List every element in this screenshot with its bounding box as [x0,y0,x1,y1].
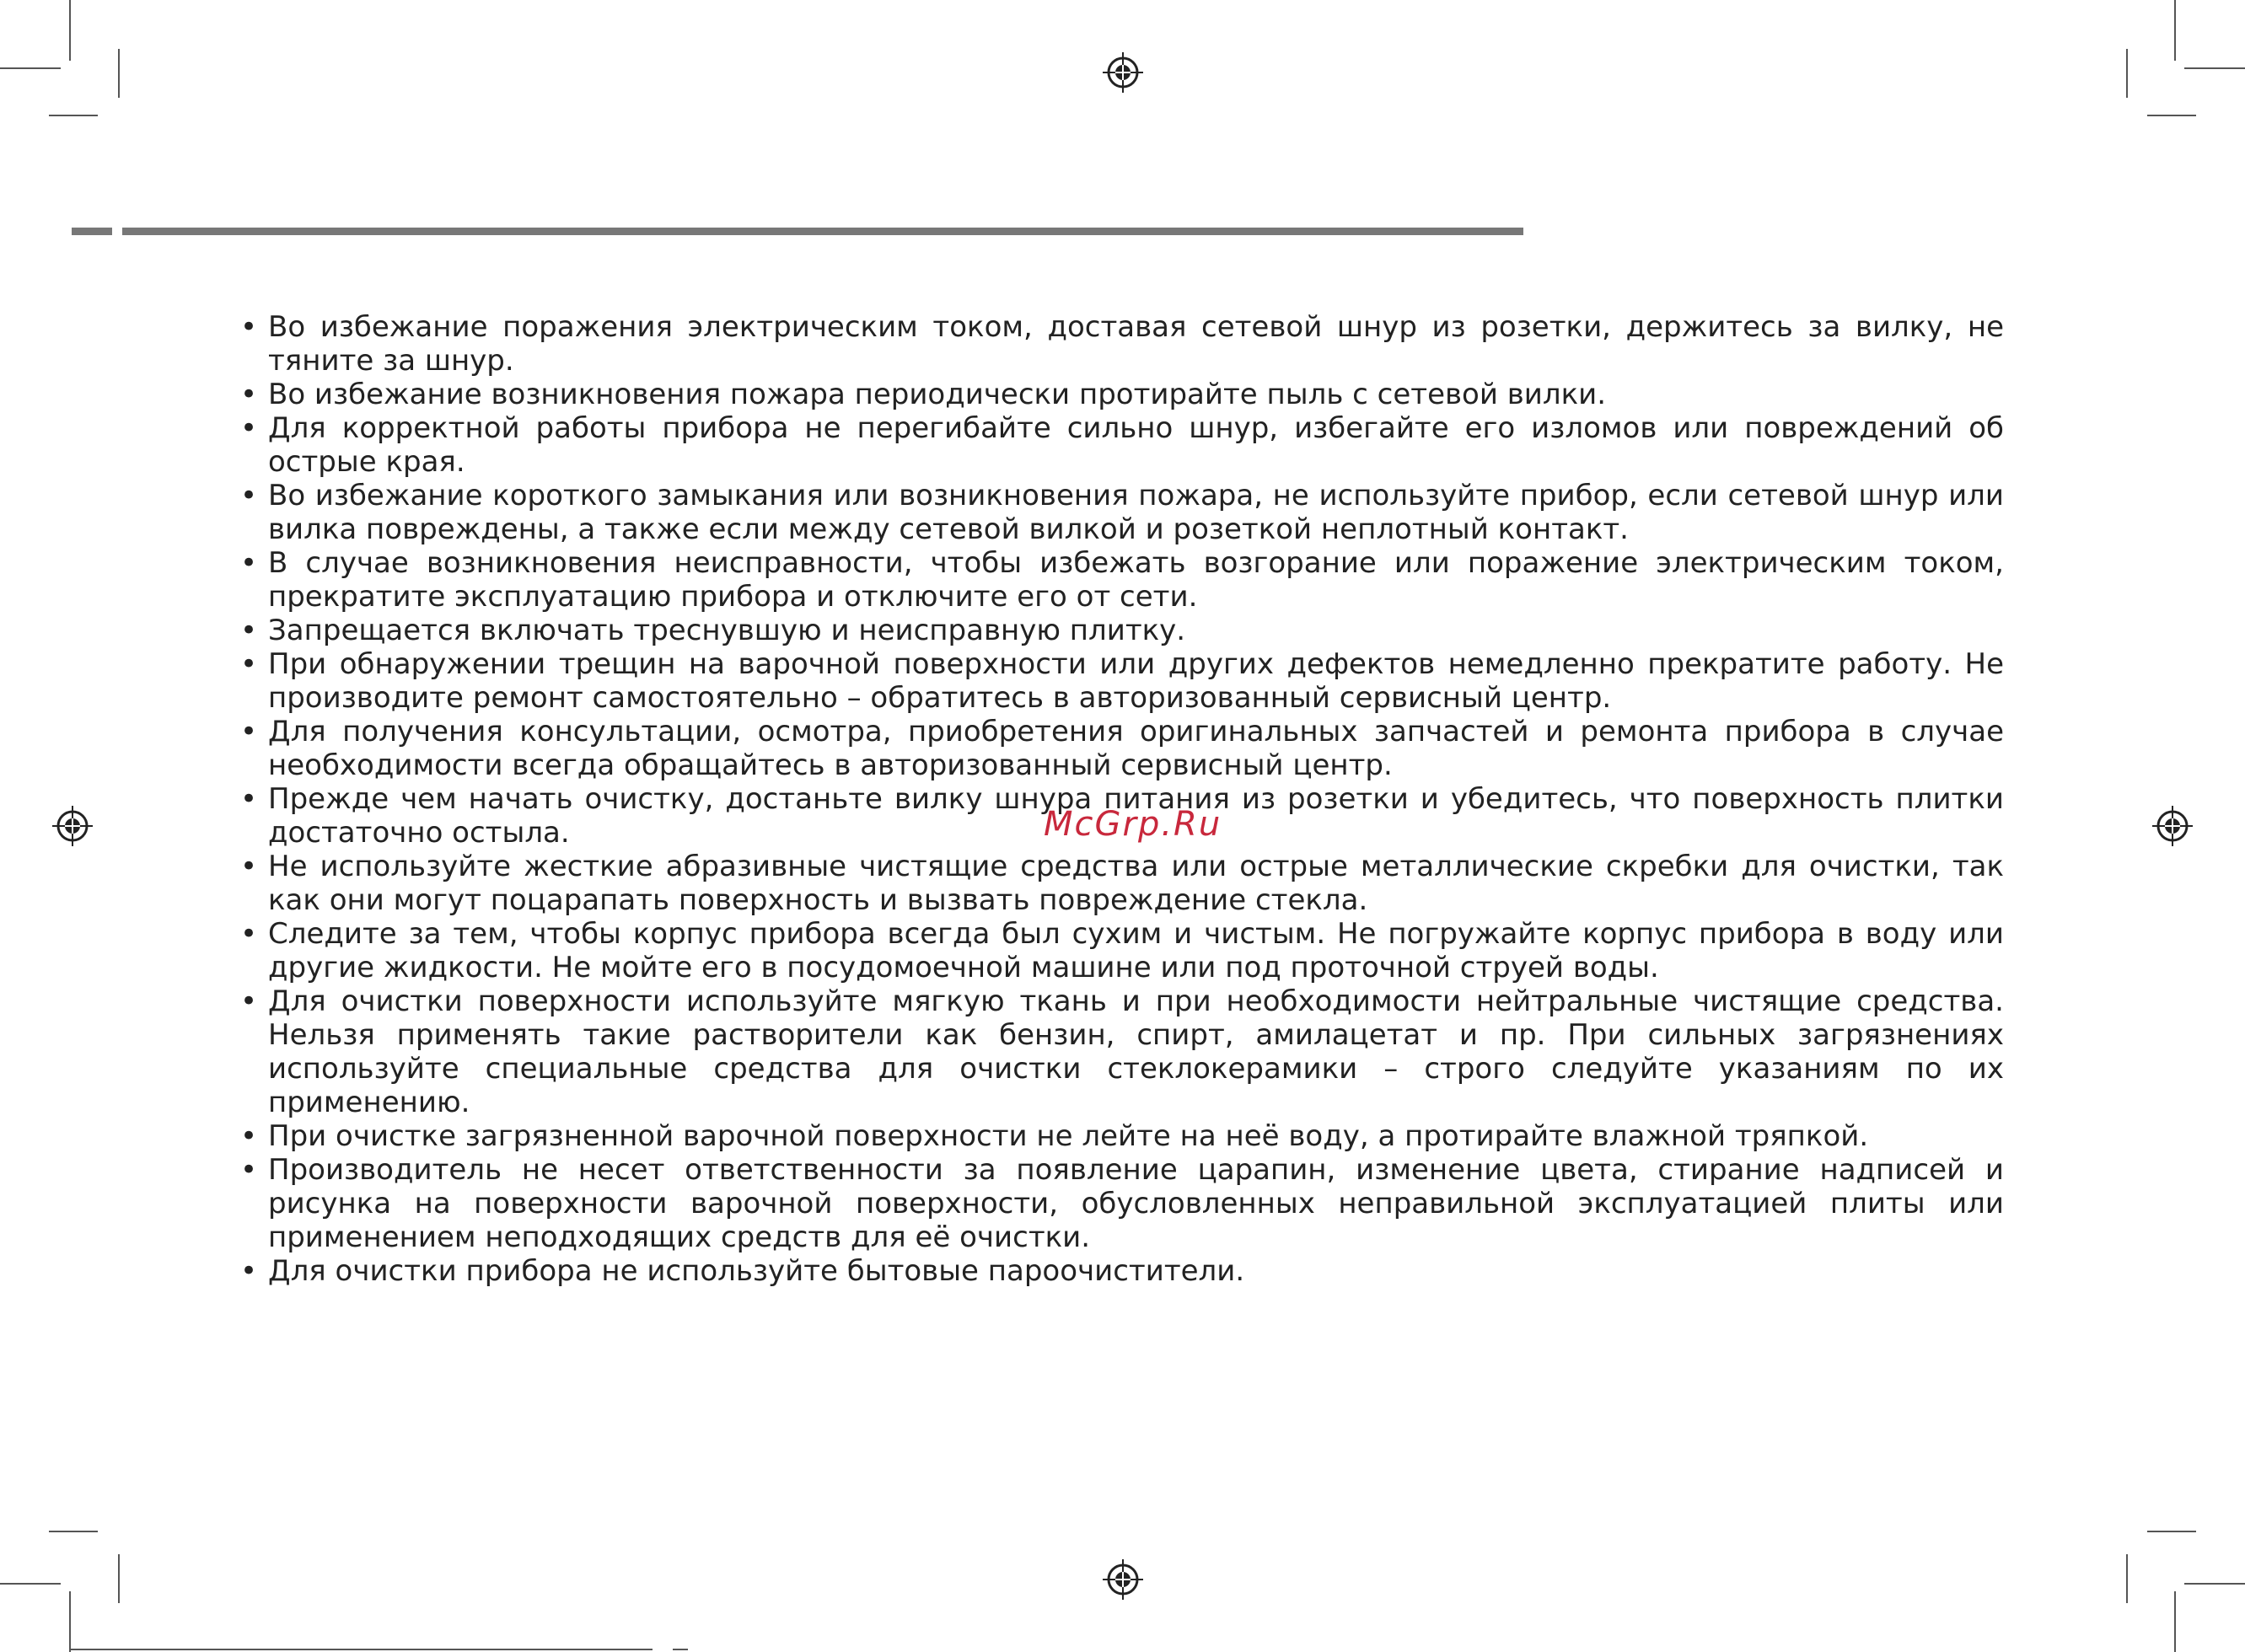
crop-mark [673,1649,688,1650]
bullet-icon: • [240,647,258,681]
list-item [240,310,2004,378]
crop-mark [0,1583,61,1585]
bullet-icon: • [240,1254,258,1288]
list-item [240,1153,2004,1254]
header-rule-long [122,228,1523,235]
crop-mark [69,1591,71,1652]
list-item-text: При очистке загрязненной варочной поверхности не лейте на неё воду, а протирайте влажной тряпкой. [268,1119,1869,1153]
list-item-text: Запрещается включать треснувшую и неисправную плитку. [268,614,1186,647]
bullet-icon: • [240,850,258,883]
crop-mark [2184,67,2245,69]
safety-instructions [240,310,2004,1288]
list-item-text: Во избежание поражения электрическим током, доставая сетевой шнур из розетки, держитесь за вилку, не тяните за шнур. [268,310,2004,378]
crop-mark [69,1649,653,1650]
bullet-icon: • [240,378,258,411]
registration-mark-top-icon [1103,52,1143,93]
list-item-text: Для корректной работы прибора не перегибайте сильно шнур, избегайте его изломов или повреждений об острые края. [268,411,2004,479]
list-item-text: Во избежание возникновения пожара периодически протирайте пыль с сетевой вилки. [268,378,1607,411]
list-item-text: Для очистки прибора не используйте бытовые пароочистители. [268,1254,1245,1288]
crop-mark [118,1554,120,1603]
bullet-icon: • [240,782,258,816]
bullet-icon: • [240,310,258,344]
header-rule-short [72,228,112,235]
bullet-list [240,310,2004,1288]
bullet-icon: • [240,546,258,580]
list-item [240,917,2004,984]
crop-mark [2126,1554,2128,1603]
list-item [240,647,2004,715]
crop-mark [49,1531,98,1532]
list-item-text: В случае возникновения неисправности, чтобы избежать возгорание или поражение электрическим током, прекратите эксплуатацию прибора и отключите его от сети. [268,546,2004,614]
list-item-text: Для получения консультации, осмотра, приобретения оригинальных запчастей и ремонта прибора в случае необходимости всегда обращайтесь в авторизованный сервисный центр. [268,715,2004,782]
list-item [240,715,2004,782]
list-item [240,546,2004,614]
bullet-icon: • [240,479,258,512]
crop-mark [2147,115,2196,116]
bullet-icon: • [240,411,258,445]
list-item-text: Во избежание короткого замыкания или возникновения пожара, не используйте прибор, если сетевой шнур или вилка повреждены, а также если между сетевой вилкой и розеткой неплотный контакт. [268,479,2004,546]
watermark[interactable]: McGrp.Ru [1044,805,1222,844]
registration-mark-right-icon [2152,806,2193,846]
bullet-icon: • [240,614,258,647]
list-item-text: Не используйте жесткие абразивные чистящие средства или острые металлические скребки для очистки, так как они могут поцарапать поверхность и вызвать повреждение стекла. [268,850,2004,917]
crop-mark [118,49,120,98]
list-item-text: Прежде чем начать очистку, достаньте вилку шнура питания из розетки и убедитесь, что поверхность плитки достаточно остыла. [268,782,2004,850]
list-item [240,378,2004,411]
bullet-icon: • [240,1119,258,1153]
registration-mark-left-icon [52,806,93,846]
list-item [240,614,2004,647]
list-item [240,479,2004,546]
bullet-icon: • [240,715,258,748]
list-item-text: Для очистки поверхности используйте мягкую ткань и при необходимости нейтральные чистящие средства. Нельзя применять такие растворители как бензин, спирт, амилацетат и пр. При сильных загрязнениях используйте специальные средства для очистки стеклокерамики – строго следуйте указаниям по их применению. [268,984,2004,1119]
registration-mark-bottom-icon [1103,1559,1143,1600]
list-item-text: Производитель не несет ответственности за появление царапин, изменение цвета, стирание надписей и рисунка на поверхности варочной поверхности, обусловленных неправильной эксплуатацией плиты или применением неподходящих средств для её очистки. [268,1153,2004,1254]
crop-mark [69,0,71,61]
bullet-icon: • [240,984,258,1018]
list-item-text: Следите за тем, чтобы корпус прибора всегда был сухим и чистым. Не погружайте корпус прибора в воду или другие жидкости. Не мойте его в посудомоечной машине или под проточной струей воды. [268,917,2004,984]
crop-mark [0,67,61,69]
list-item [240,1119,2004,1153]
list-item-text: При обнаружении трещин на варочной поверхности или других дефектов немедленно прекратите работу. Не производите ремонт самостоятельно – обратитесь в авторизованный сервисный центр. [268,647,2004,715]
list-item [240,984,2004,1119]
bullet-icon: • [240,917,258,951]
crop-mark [2126,49,2128,98]
crop-mark [2174,1591,2176,1652]
crop-mark [2174,0,2176,61]
list-item [240,411,2004,479]
crop-mark [2147,1531,2196,1532]
bullet-icon: • [240,1153,258,1187]
crop-mark [49,115,98,116]
list-item [240,850,2004,917]
list-item [240,1254,2004,1288]
crop-mark [2184,1583,2245,1585]
